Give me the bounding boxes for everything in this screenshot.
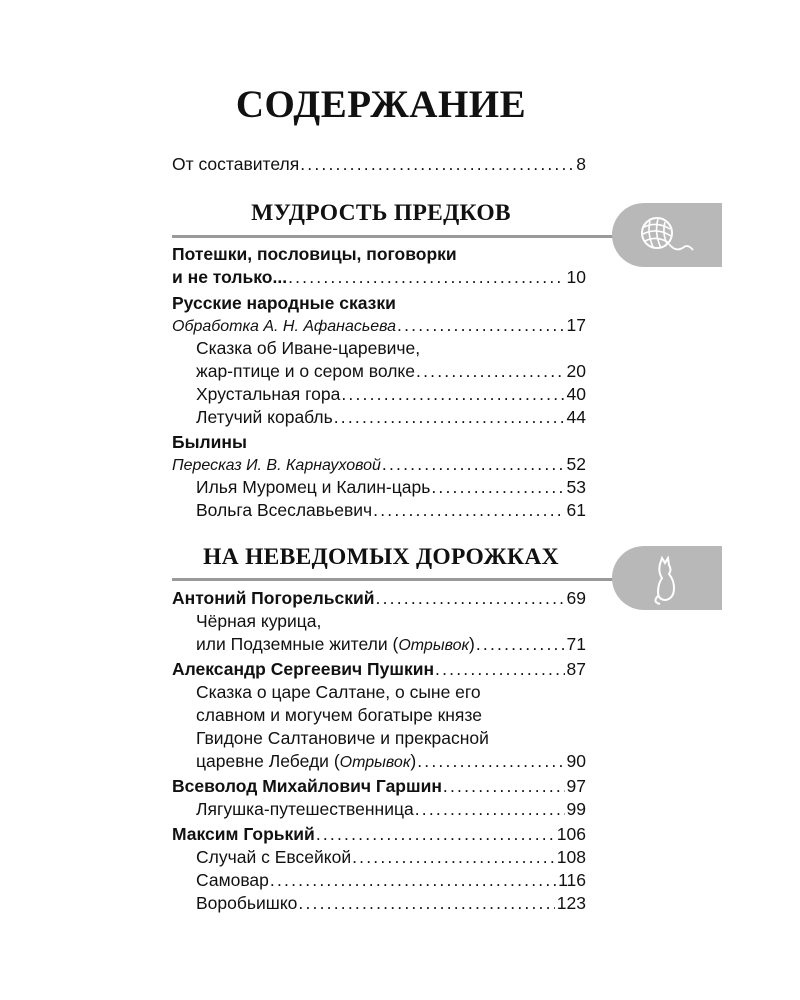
dot-leader bbox=[417, 750, 564, 773]
toc-entry-ivan-cont[interactable]: жар-птице и о сером волке ..... 20 bbox=[196, 360, 586, 383]
yarn-ball-icon bbox=[636, 213, 698, 259]
dot-leader bbox=[300, 153, 574, 176]
toc-entry-gora[interactable]: Хрустальная гора ..... 40 bbox=[196, 383, 586, 406]
dot-leader bbox=[415, 798, 565, 821]
page-title: СОДЕРЖАНИЕ bbox=[235, 83, 527, 126]
dot-leader bbox=[443, 775, 565, 798]
toc-entry-garshin[interactable]: Всеволод Михайлович Гаршин ..... 97 bbox=[172, 775, 586, 798]
dot-leader bbox=[373, 499, 564, 522]
toc-entry-evseyka[interactable]: Случай с Евсейкой ..... 108 bbox=[196, 846, 586, 869]
dot-leader bbox=[397, 314, 564, 337]
dot-leader bbox=[376, 587, 565, 610]
dot-leader bbox=[352, 846, 555, 869]
toc-entry-skazki-editor[interactable]: Обработка А. Н. Афанасьева ..... 17 bbox=[172, 314, 586, 337]
toc-entry-byliny-heading[interactable]: Былины bbox=[172, 432, 247, 452]
toc-entry-pushkin[interactable]: Александр Сергеевич Пушкин ..... 87 bbox=[172, 658, 586, 681]
toc-entry-byliny-editor[interactable]: Пересказ И. В. Карнауховой ..... 52 bbox=[172, 453, 586, 476]
toc-entry-saltan-line3[interactable]: Гвидоне Салтановиче и прекрасной bbox=[196, 728, 489, 748]
dot-leader bbox=[334, 406, 565, 429]
toc-entry-saltan-line2[interactable]: славном и могучем богатыре князе bbox=[196, 705, 482, 725]
toc-entry-gorky[interactable]: Максим Горький ..... 106 bbox=[172, 823, 586, 846]
toc-entry-poteshki[interactable]: Потешки, пословицы, поговорки bbox=[172, 244, 457, 264]
toc-entry-saltan-line4[interactable]: царевне Лебеди (Отрывок) ..... 90 bbox=[196, 750, 586, 773]
toc-entry-ilya[interactable]: Илья Муромец и Калин-царь ..... 53 bbox=[196, 476, 586, 499]
toc-entry-ivan[interactable]: Сказка об Иване-царевиче, bbox=[196, 338, 421, 358]
toc-entry-kuritsa[interactable]: Чёрная курица, bbox=[196, 611, 322, 631]
dot-leader bbox=[431, 476, 564, 499]
toc-entry-skazki-heading[interactable]: Русские народные сказки bbox=[172, 293, 396, 313]
section-rule bbox=[172, 578, 622, 581]
dot-leader bbox=[341, 383, 564, 406]
dot-leader bbox=[476, 633, 565, 656]
section-rule bbox=[172, 235, 622, 238]
toc-entry-lyagushka[interactable]: Лягушка-путешественница ..... 99 bbox=[196, 798, 586, 821]
toc-entry-vorobishko[interactable]: Воробьишко ..... 123 bbox=[196, 892, 586, 915]
toc-entry-intro[interactable]: От составителя ..... 8 bbox=[172, 153, 586, 176]
cat-icon bbox=[636, 556, 698, 606]
toc-entry-volga[interactable]: Вольга Всеславьевич ..... 61 bbox=[196, 499, 586, 522]
toc-entry-samovar[interactable]: Самовар ..... 116 bbox=[196, 869, 586, 892]
toc-entry-kuritsa-cont[interactable]: или Подземные жители (Отрывок) ..... 71 bbox=[196, 633, 586, 656]
dot-leader bbox=[316, 823, 555, 846]
dot-leader bbox=[288, 266, 564, 289]
dot-leader bbox=[435, 658, 565, 681]
section-tab-paths bbox=[612, 546, 722, 610]
section-tab-wisdom bbox=[612, 203, 722, 267]
toc-entry-poteshki-cont[interactable]: и не только... ..... 10 bbox=[172, 266, 586, 289]
section-heading-paths: НА НЕВЕДОМЫХ ДОРОЖКАХ bbox=[203, 544, 559, 570]
toc-entry-pogorelsky[interactable]: Антоний Погорельский ..... 69 bbox=[172, 587, 586, 610]
dot-leader bbox=[298, 892, 554, 915]
toc-entry-saltan[interactable]: Сказка о царе Салтане, о сыне его bbox=[196, 682, 481, 702]
section-heading-wisdom: МУДРОСТЬ ПРЕДКОВ bbox=[251, 200, 511, 226]
dot-leader bbox=[270, 869, 556, 892]
dot-leader bbox=[382, 453, 565, 476]
dot-leader bbox=[416, 360, 565, 383]
toc-entry-korabl[interactable]: Летучий корабль ..... 44 bbox=[196, 406, 586, 429]
